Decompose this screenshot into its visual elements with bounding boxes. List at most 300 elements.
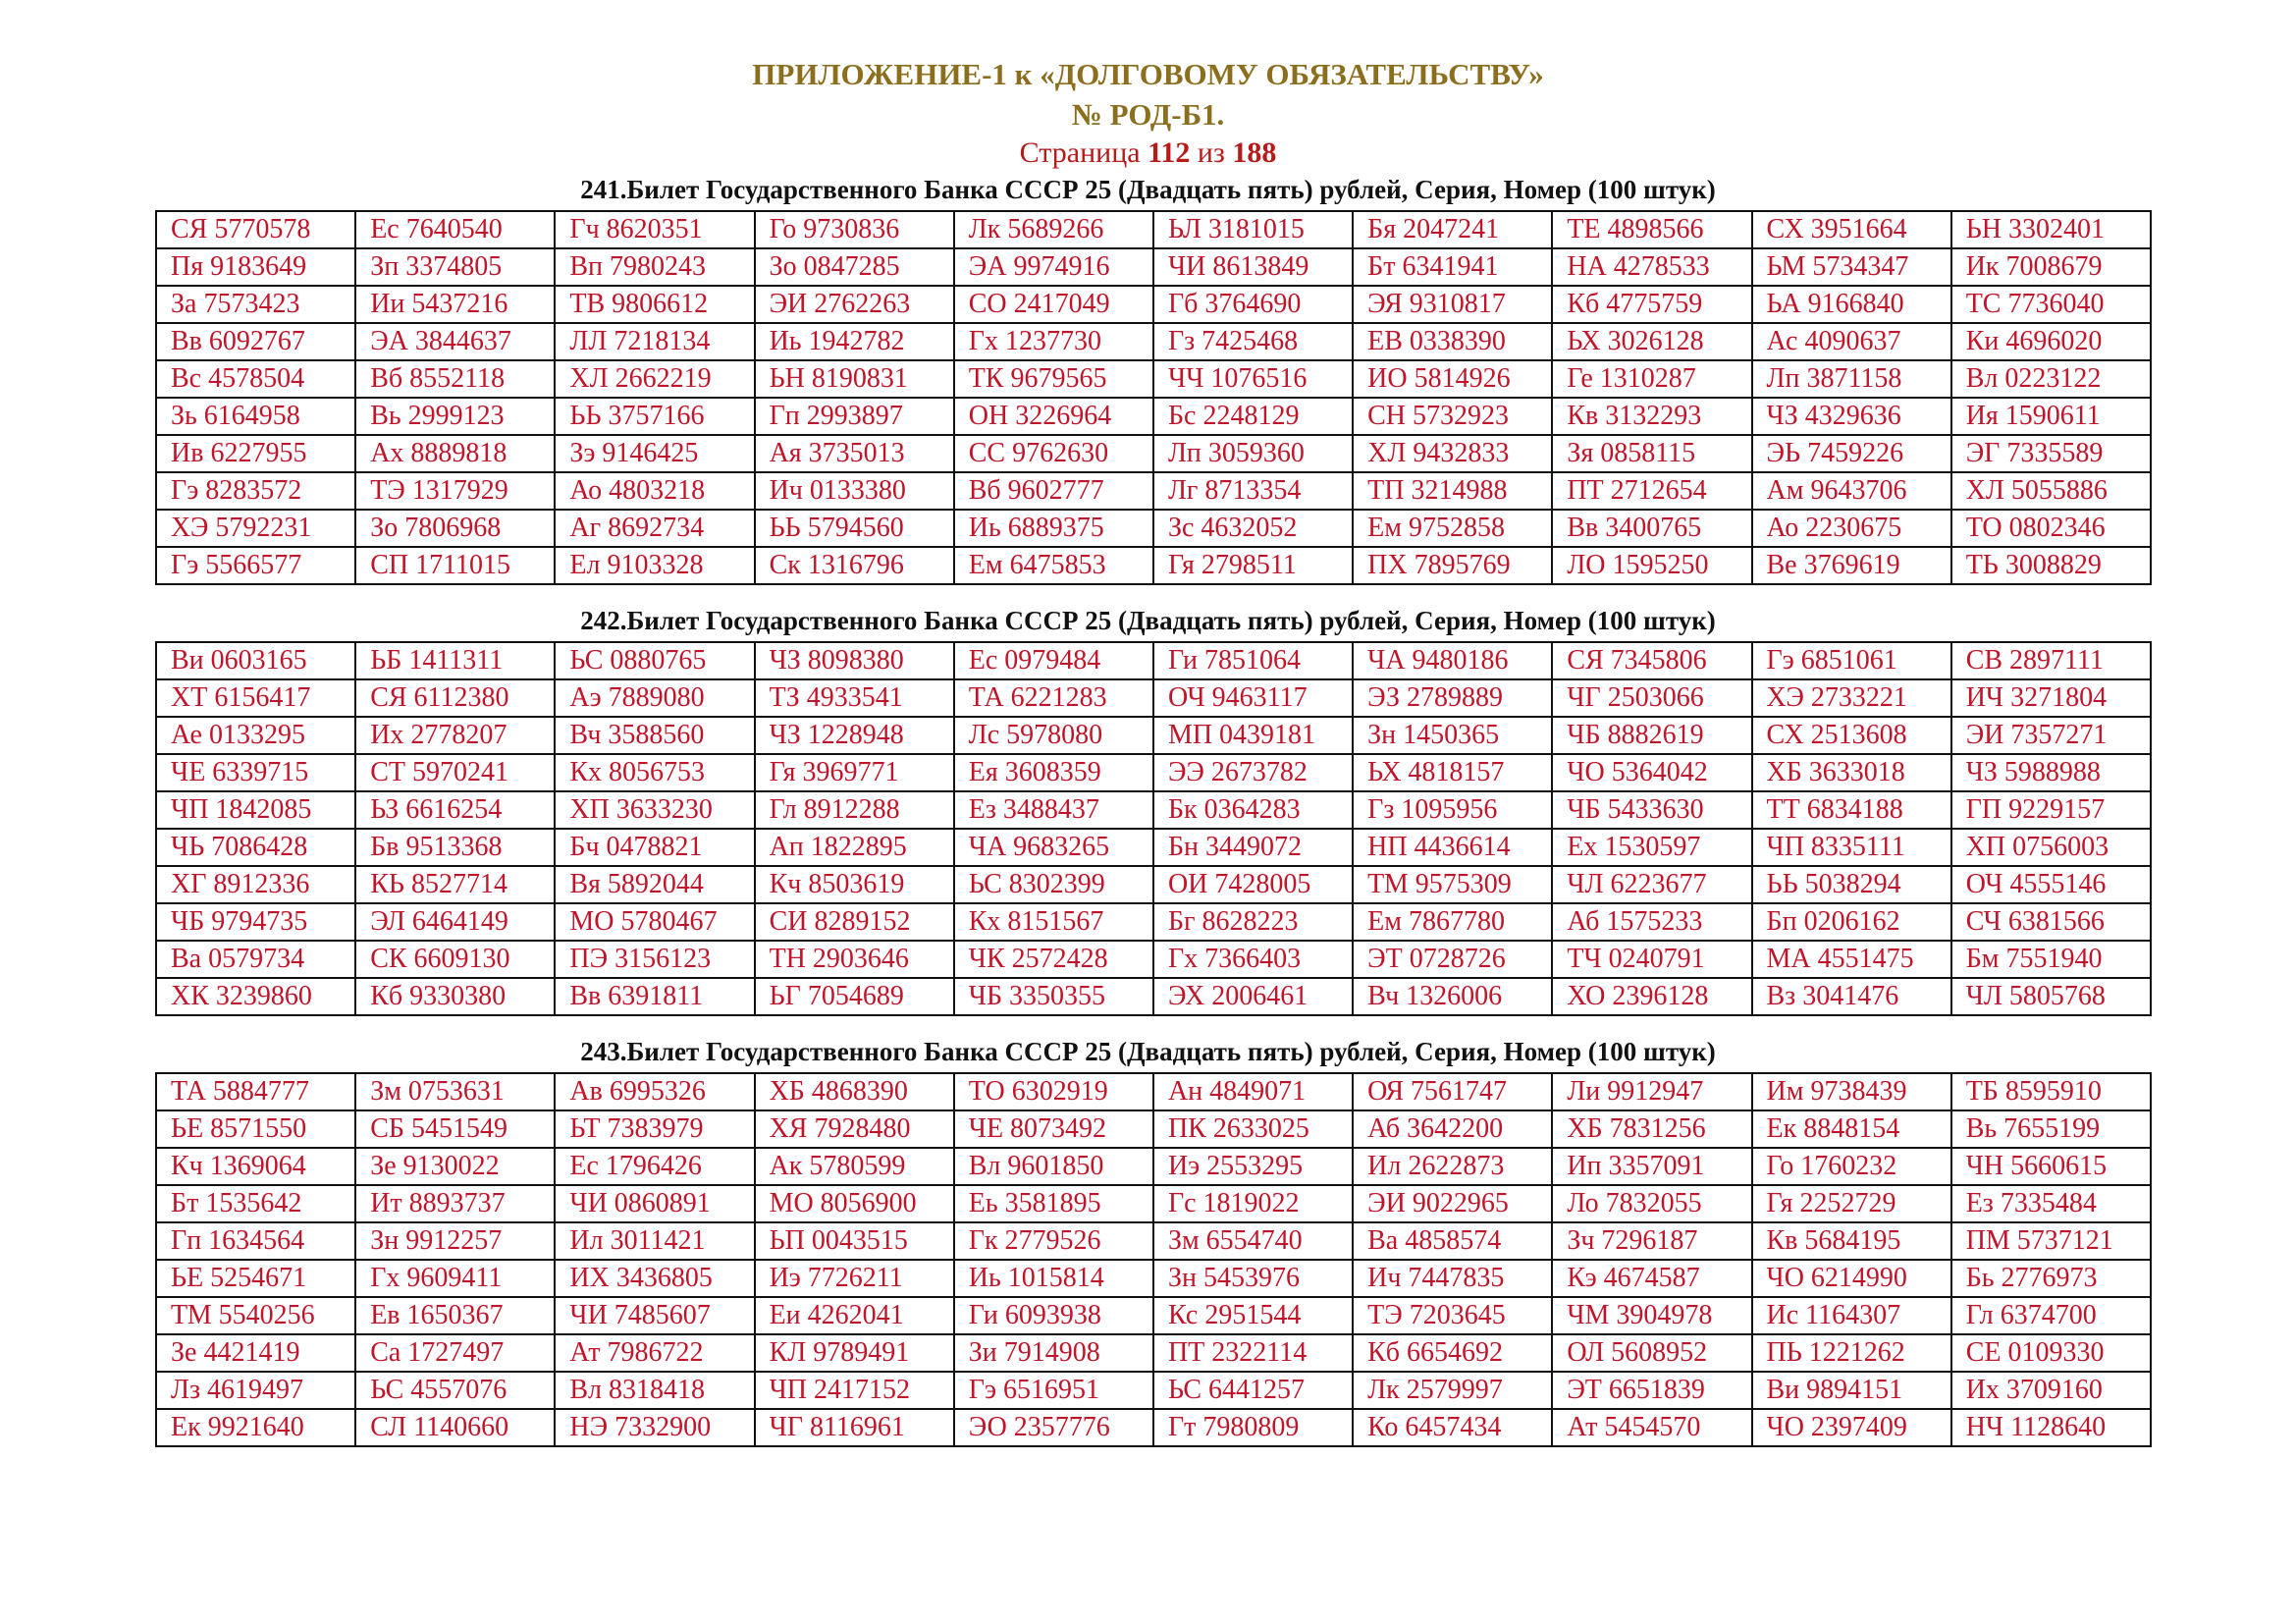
banknote-serial-cell: ЧЬ 7086428 [156, 829, 355, 866]
banknote-serial-cell: Ам 9643706 [1752, 472, 1951, 510]
banknote-serial-cell: Ис 1164307 [1752, 1297, 1951, 1334]
banknote-serial-cell: Зи 7914908 [954, 1334, 1153, 1372]
banknote-serial-cell: ТЬ 3008829 [1951, 547, 2151, 584]
banknote-serial-cell: Ав 6995326 [555, 1073, 754, 1110]
banknote-serial-cell: Ем 9752858 [1353, 510, 1552, 547]
banknote-serial-cell: ЧА 9480186 [1353, 642, 1552, 679]
banknote-serial-cell: Иь 1015814 [954, 1260, 1153, 1297]
banknote-serial-cell: ТБ 8595910 [1951, 1073, 2151, 1110]
banknote-serial-cell: ЛО 1595250 [1552, 547, 1751, 584]
banknote-serial-cell: СТ 5970241 [355, 754, 555, 791]
banknote-serial-cell: ОЯ 7561747 [1353, 1073, 1552, 1110]
section-title-241: 241.Билет Государственного Банка СССР 25 (Двадцать пять) рублей, Серия, Номер (100 штук) [580, 175, 1716, 204]
banknote-serial-cell: Зс 4632052 [1153, 510, 1353, 547]
banknote-serial-cell: Зч 7296187 [1552, 1222, 1751, 1260]
banknote-serial-cell: ЬЬ 5794560 [755, 510, 954, 547]
banknote-serial-cell: ПТ 2322114 [1153, 1334, 1353, 1372]
banknote-serial-cell: Лг 8713354 [1153, 472, 1353, 510]
banknote-serial-cell: ТС 7736040 [1951, 286, 2151, 323]
banknote-serial-cell: Ез 7335484 [1951, 1185, 2151, 1222]
banknote-serial-cell: Зэ 9146425 [555, 435, 754, 472]
banknote-serial-cell: СК 6609130 [355, 941, 555, 978]
banknote-serial-cell: Ил 2622873 [1353, 1148, 1552, 1185]
banknote-serial-cell: ЬС 0880765 [555, 642, 754, 679]
banknote-serial-cell: Гя 2252729 [1752, 1185, 1951, 1222]
banknote-serial-cell: МА 4551475 [1752, 941, 1951, 978]
table-row [156, 1260, 2151, 1297]
banknote-serial-cell: Гт 7980809 [1153, 1409, 1353, 1446]
banknote-serial-cell: ГП 9229157 [1951, 791, 2151, 829]
banknote-serial-cell: Ги 6093938 [954, 1297, 1153, 1334]
table-row [156, 791, 2151, 829]
banknote-serial-cell: ЬП 0043515 [755, 1222, 954, 1260]
banknote-serial-cell: НА 4278533 [1552, 248, 1751, 286]
banknote-serial-cell: Лз 4619497 [156, 1372, 355, 1409]
banknote-serial-cell: Аэ 7889080 [555, 679, 754, 717]
table-row [156, 510, 2151, 547]
banknote-serial-cell: ЧН 5660615 [1951, 1148, 2151, 1185]
banknote-serial-cell: Вв 3400765 [1552, 510, 1751, 547]
banknote-table-243 [155, 1072, 2152, 1447]
banknote-serial-cell: Иэ 2553295 [1153, 1148, 1353, 1185]
banknote-serial-cell: ЭИ 7357271 [1951, 717, 2151, 754]
banknote-serial-cell: Ае 0133295 [156, 717, 355, 754]
banknote-serial-cell: Бг 8628223 [1153, 903, 1353, 941]
banknote-serial-cell: Их 2778207 [355, 717, 555, 754]
banknote-serial-cell: Гл 6374700 [1951, 1297, 2151, 1334]
banknote-serial-cell: Бс 2248129 [1153, 398, 1353, 435]
banknote-serial-cell: ЭЯ 9310817 [1353, 286, 1552, 323]
banknote-serial-cell: Ез 3488437 [954, 791, 1153, 829]
banknote-serial-cell: Иь 6889375 [954, 510, 1153, 547]
banknote-serial-cell: Ап 1822895 [755, 829, 954, 866]
banknote-serial-cell: ТК 9679565 [954, 360, 1153, 398]
page-total: 188 [1232, 136, 1277, 169]
banknote-serial-cell: Вп 7980243 [555, 248, 754, 286]
banknote-serial-cell: ЧЗ 4329636 [1752, 398, 1951, 435]
banknote-serial-cell: ЬС 8302399 [954, 866, 1153, 903]
banknote-serial-cell: ЭА 3844637 [355, 323, 555, 360]
banknote-serial-cell: ЧЗ 5988988 [1951, 754, 2151, 791]
banknote-serial-cell: Вл 0223122 [1951, 360, 2151, 398]
banknote-serial-cell: Зо 7806968 [355, 510, 555, 547]
banknote-serial-cell: Ви 9894151 [1752, 1372, 1951, 1409]
banknote-serial-cell: ТА 5884777 [156, 1073, 355, 1110]
banknote-serial-cell: Ек 8848154 [1752, 1110, 1951, 1148]
banknote-serial-cell: Вв 6092767 [156, 323, 355, 360]
banknote-serial-cell: Ич 7447835 [1353, 1260, 1552, 1297]
banknote-serial-cell: Ел 9103328 [555, 547, 754, 584]
banknote-serial-cell: Вя 5892044 [555, 866, 754, 903]
table-row [156, 360, 2151, 398]
table-row [156, 435, 2151, 472]
banknote-serial-cell: Ак 5780599 [755, 1148, 954, 1185]
banknote-serial-cell: СО 2417049 [954, 286, 1153, 323]
banknote-serial-cell: ЧМ 3904978 [1552, 1297, 1751, 1334]
banknote-serial-cell: Вб 8552118 [355, 360, 555, 398]
banknote-serial-cell: ЧИ 8613849 [1153, 248, 1353, 286]
banknote-serial-cell: СИ 8289152 [755, 903, 954, 941]
banknote-serial-cell: ЭА 9974916 [954, 248, 1153, 286]
banknote-serial-cell: Вб 9602777 [954, 472, 1153, 510]
banknote-serial-cell: Бк 0364283 [1153, 791, 1353, 829]
banknote-serial-cell: Гб 3764690 [1153, 286, 1353, 323]
banknote-serial-cell: Ех 1530597 [1552, 829, 1751, 866]
banknote-serial-cell: ЧК 2572428 [954, 941, 1153, 978]
banknote-serial-cell: Зм 0753631 [355, 1073, 555, 1110]
banknote-serial-cell: Ао 2230675 [1752, 510, 1951, 547]
banknote-serial-cell: Зя 0858115 [1552, 435, 1751, 472]
banknote-serial-cell: ХЯ 7928480 [755, 1110, 954, 1148]
banknote-serial-cell: Ес 0979484 [954, 642, 1153, 679]
banknote-serial-cell: Вл 9601850 [954, 1148, 1153, 1185]
banknote-serial-cell: Ем 6475853 [954, 547, 1153, 584]
banknote-serial-cell: ТЭ 7203645 [1353, 1297, 1552, 1334]
section-title-243: 243.Билет Государственного Банка СССР 25 (Двадцать пять) рублей, Серия, Номер (100 штук) [580, 1037, 1716, 1066]
banknote-serial-cell: ЧБ 3350355 [954, 978, 1153, 1015]
banknote-serial-cell: ОН 3226964 [954, 398, 1153, 435]
banknote-serial-cell: Кэ 4674587 [1552, 1260, 1751, 1297]
banknote-serial-cell: Лк 2579997 [1353, 1372, 1552, 1409]
banknote-serial-cell: ТЧ 0240791 [1552, 941, 1751, 978]
banknote-serial-cell: Ит 8893737 [355, 1185, 555, 1222]
banknote-serial-cell: ЭГ 7335589 [1951, 435, 2151, 472]
banknote-serial-cell: Ев 1650367 [355, 1297, 555, 1334]
banknote-serial-cell: ЭТ 6651839 [1552, 1372, 1751, 1409]
banknote-serial-cell: Зо 0847285 [755, 248, 954, 286]
banknote-serial-cell: ЧИ 0860891 [555, 1185, 754, 1222]
banknote-serial-cell: ХЭ 5792231 [156, 510, 355, 547]
banknote-serial-cell: Зь 6164958 [156, 398, 355, 435]
table-row [156, 1334, 2151, 1372]
banknote-serial-cell: Бя 2047241 [1353, 211, 1552, 248]
banknote-serial-cell: ЭЭ 2673782 [1153, 754, 1353, 791]
banknote-serial-cell: ХГ 8912336 [156, 866, 355, 903]
banknote-serial-cell: СЧ 6381566 [1951, 903, 2151, 941]
page-of-label: из [1197, 136, 1225, 169]
banknote-serial-cell: Вв 6391811 [555, 978, 754, 1015]
table-row [156, 642, 2151, 679]
banknote-serial-cell: КЬ 8527714 [355, 866, 555, 903]
banknote-serial-cell: ТН 2903646 [755, 941, 954, 978]
banknote-serial-cell: ЭЗ 2789889 [1353, 679, 1552, 717]
table-row [156, 248, 2151, 286]
banknote-serial-cell: СБ 5451549 [355, 1110, 555, 1148]
banknote-serial-cell: Го 9730836 [755, 211, 954, 248]
banknote-serial-cell: Ем 7867780 [1353, 903, 1552, 941]
banknote-serial-cell: Кб 9330380 [355, 978, 555, 1015]
banknote-serial-cell: ЭТ 0728726 [1353, 941, 1552, 978]
table-row [156, 323, 2151, 360]
section-title-242: 242.Билет Государственного Банка СССР 25 (Двадцать пять) рублей, Серия, Номер (100 штук) [580, 606, 1716, 635]
banknote-serial-cell: ЧА 9683265 [954, 829, 1153, 866]
banknote-serial-cell: Кв 3132293 [1552, 398, 1751, 435]
banknote-serial-cell: ЬЕ 8571550 [156, 1110, 355, 1148]
banknote-serial-cell: МО 5780467 [555, 903, 754, 941]
banknote-serial-cell: Ао 4803218 [555, 472, 754, 510]
banknote-serial-cell: ЧГ 8116961 [755, 1409, 954, 1446]
banknote-serial-cell: ОЧ 4555146 [1951, 866, 2151, 903]
banknote-serial-cell: Ив 6227955 [156, 435, 355, 472]
banknote-serial-cell: ЬХ 3026128 [1552, 323, 1751, 360]
banknote-serial-cell: ЕВ 0338390 [1353, 323, 1552, 360]
banknote-serial-cell: Ги 7851064 [1153, 642, 1353, 679]
banknote-serial-cell: Ан 4849071 [1153, 1073, 1353, 1110]
banknote-serial-cell: ЬМ 5734347 [1752, 248, 1951, 286]
banknote-serial-cell: ЬЛ 3181015 [1153, 211, 1353, 248]
banknote-serial-cell: ЭИ 2762263 [755, 286, 954, 323]
banknote-serial-cell: Ко 6457434 [1353, 1409, 1552, 1446]
table-row [156, 1222, 2151, 1260]
banknote-serial-cell: ЬС 4557076 [355, 1372, 555, 1409]
banknote-serial-cell: Зн 1450365 [1353, 717, 1552, 754]
table-row [156, 211, 2151, 248]
banknote-serial-cell: ЧО 6214990 [1752, 1260, 1951, 1297]
banknote-serial-cell: ТЗ 4933541 [755, 679, 954, 717]
banknote-serial-cell: ХБ 7831256 [1552, 1110, 1751, 1148]
banknote-serial-cell: Ип 3357091 [1552, 1148, 1751, 1185]
banknote-serial-cell: Кх 8151567 [954, 903, 1153, 941]
banknote-serial-cell: Ли 9912947 [1552, 1073, 1751, 1110]
banknote-serial-cell: Ия 1590611 [1951, 398, 2151, 435]
banknote-serial-cell: Ск 1316796 [755, 547, 954, 584]
banknote-serial-cell: Гя 3969771 [755, 754, 954, 791]
banknote-serial-cell: ЧБ 8882619 [1552, 717, 1751, 754]
banknote-serial-cell: СХ 2513608 [1752, 717, 1951, 754]
banknote-serial-cell: ЧЛ 6223677 [1552, 866, 1751, 903]
banknote-serial-cell: СЕ 0109330 [1951, 1334, 2151, 1372]
banknote-serial-cell: ХБ 4868390 [755, 1073, 954, 1110]
banknote-serial-cell: Гя 2798511 [1153, 547, 1353, 584]
banknote-serial-cell: ТЕ 4898566 [1552, 211, 1751, 248]
banknote-serial-cell: СЛ 1140660 [355, 1409, 555, 1446]
banknote-serial-cell: ТВ 9806612 [555, 286, 754, 323]
banknote-serial-cell: ПК 2633025 [1153, 1110, 1353, 1148]
banknote-serial-cell: ЬЬ 3757166 [555, 398, 754, 435]
table-row [156, 547, 2151, 584]
appendix-title: ПРИЛОЖЕНИЕ-1 к «ДОЛГОВОМУ ОБЯЗАТЕЛЬСТВУ» [752, 57, 1544, 91]
banknote-serial-cell: ОЛ 5608952 [1552, 1334, 1751, 1372]
banknote-serial-cell: Ая 3735013 [755, 435, 954, 472]
banknote-serial-cell: Са 1727497 [355, 1334, 555, 1372]
banknote-serial-cell: ЬГ 7054689 [755, 978, 954, 1015]
banknote-serial-cell: За 7573423 [156, 286, 355, 323]
banknote-serial-cell: ЧБ 5433630 [1552, 791, 1751, 829]
banknote-serial-cell: Гэ 6516951 [954, 1372, 1153, 1409]
page-number: 112 [1148, 136, 1191, 169]
banknote-serial-cell: ЧО 5364042 [1552, 754, 1751, 791]
banknote-serial-cell: ТМ 5540256 [156, 1297, 355, 1334]
banknote-serial-cell: СН 5732923 [1353, 398, 1552, 435]
banknote-serial-cell: СЯ 6112380 [355, 679, 555, 717]
banknote-serial-cell: Ик 7008679 [1951, 248, 2151, 286]
banknote-serial-cell: ПМ 5737121 [1951, 1222, 2151, 1260]
banknote-serial-cell: ПТ 2712654 [1552, 472, 1751, 510]
banknote-serial-cell: Гп 1634564 [156, 1222, 355, 1260]
table-row [156, 1110, 2151, 1148]
banknote-serial-cell: ЬЕ 5254671 [156, 1260, 355, 1297]
banknote-serial-cell: ПЭ 3156123 [555, 941, 754, 978]
banknote-serial-cell: ЬБ 1411311 [355, 642, 555, 679]
banknote-serial-cell: ЧБ 9794735 [156, 903, 355, 941]
page-indicator [0, 136, 2296, 170]
banknote-serial-cell: Лп 3871158 [1752, 360, 1951, 398]
banknote-serial-cell: Гз 7425468 [1153, 323, 1353, 360]
banknote-serial-cell: Аг 8692734 [555, 510, 754, 547]
banknote-serial-cell: Ил 3011421 [555, 1222, 754, 1260]
banknote-serial-cell: НП 4436614 [1353, 829, 1552, 866]
banknote-serial-cell: Ах 8889818 [355, 435, 555, 472]
banknote-serial-cell: ТМ 9575309 [1353, 866, 1552, 903]
table-row [156, 978, 2151, 1015]
table-row [156, 679, 2151, 717]
banknote-serial-cell: Ло 7832055 [1552, 1185, 1751, 1222]
table-row [156, 1073, 2151, 1110]
banknote-serial-cell: ИЧ 3271804 [1951, 679, 2151, 717]
banknote-serial-cell: Гз 1095956 [1353, 791, 1552, 829]
banknote-serial-cell: Пя 9183649 [156, 248, 355, 286]
banknote-serial-cell: ХТ 6156417 [156, 679, 355, 717]
banknote-serial-cell: Бв 9513368 [355, 829, 555, 866]
page-label: Страница [1019, 136, 1141, 169]
banknote-serial-cell: СС 9762630 [954, 435, 1153, 472]
table-row [156, 941, 2151, 978]
banknote-serial-cell: Зе 9130022 [355, 1148, 555, 1185]
banknote-serial-cell: ТТ 6834188 [1752, 791, 1951, 829]
banknote-serial-cell: Гп 2993897 [755, 398, 954, 435]
banknote-serial-cell: СП 1711015 [355, 547, 555, 584]
banknote-serial-cell: Гх 7366403 [1153, 941, 1353, 978]
banknote-serial-cell: Ва 4858574 [1353, 1222, 1552, 1260]
banknote-serial-cell: СВ 2897111 [1951, 642, 2151, 679]
table-row [156, 1372, 2151, 1409]
banknote-serial-cell: ОЧ 9463117 [1153, 679, 1353, 717]
banknote-serial-cell: Ат 5454570 [1552, 1409, 1751, 1446]
banknote-serial-cell: Аб 1575233 [1552, 903, 1751, 941]
banknote-serial-cell: Ии 5437216 [355, 286, 555, 323]
table-row [156, 1185, 2151, 1222]
table-row [156, 472, 2151, 510]
banknote-serial-cell: Вь 2999123 [355, 398, 555, 435]
table-row [156, 754, 2151, 791]
banknote-serial-cell: Ви 0603165 [156, 642, 355, 679]
banknote-serial-cell: ЭИ 9022965 [1353, 1185, 1552, 1222]
banknote-serial-cell: ЧИ 7485607 [555, 1297, 754, 1334]
banknote-serial-cell: ЧП 8335111 [1752, 829, 1951, 866]
banknote-serial-cell: ХЛ 2662219 [555, 360, 754, 398]
banknote-serial-cell: Кх 8056753 [555, 754, 754, 791]
banknote-serial-cell: Зн 9912257 [355, 1222, 555, 1260]
banknote-serial-cell: ЛЛ 7218134 [555, 323, 754, 360]
banknote-serial-cell: ЧЕ 8073492 [954, 1110, 1153, 1148]
banknote-serial-cell: ЭО 2357776 [954, 1409, 1153, 1446]
banknote-serial-cell: Гх 9609411 [355, 1260, 555, 1297]
banknote-serial-cell: Еь 3581895 [954, 1185, 1153, 1222]
banknote-serial-cell: Ат 7986722 [555, 1334, 754, 1372]
banknote-serial-cell: ХК 3239860 [156, 978, 355, 1015]
banknote-serial-cell: СЯ 5770578 [156, 211, 355, 248]
banknote-serial-cell: Лс 5978080 [954, 717, 1153, 754]
banknote-serial-cell: Кв 5684195 [1752, 1222, 1951, 1260]
banknote-serial-cell: Ва 0579734 [156, 941, 355, 978]
banknote-serial-cell: ТО 0802346 [1951, 510, 2151, 547]
banknote-serial-cell: СЯ 7345806 [1552, 642, 1751, 679]
banknote-serial-cell: НЭ 7332900 [555, 1409, 754, 1446]
banknote-serial-cell: Кб 6654692 [1353, 1334, 1552, 1372]
banknote-serial-cell: ЧГ 2503066 [1552, 679, 1751, 717]
banknote-serial-cell: ЬС 6441257 [1153, 1372, 1353, 1409]
banknote-serial-cell: Лк 5689266 [954, 211, 1153, 248]
banknote-serial-cell: ПХ 7895769 [1353, 547, 1552, 584]
banknote-serial-cell: Ес 1796426 [555, 1148, 754, 1185]
banknote-serial-cell: Гх 1237730 [954, 323, 1153, 360]
banknote-serial-cell: Гэ 8283572 [156, 472, 355, 510]
banknote-serial-cell: Гч 8620351 [555, 211, 754, 248]
banknote-serial-cell: Зм 6554740 [1153, 1222, 1353, 1260]
banknote-serial-cell: КЛ 9789491 [755, 1334, 954, 1372]
banknote-serial-cell: Ея 3608359 [954, 754, 1153, 791]
banknote-serial-cell: Иь 1942782 [755, 323, 954, 360]
banknote-serial-cell: Гк 2779526 [954, 1222, 1153, 1260]
banknote-serial-cell: Им 9738439 [1752, 1073, 1951, 1110]
table-row [156, 1297, 2151, 1334]
banknote-serial-cell: Вч 3588560 [555, 717, 754, 754]
banknote-serial-cell: Кб 4775759 [1552, 286, 1751, 323]
banknote-serial-cell: Вл 8318418 [555, 1372, 754, 1409]
banknote-serial-cell: ЧП 1842085 [156, 791, 355, 829]
banknote-serial-cell: ТА 6221283 [954, 679, 1153, 717]
banknote-serial-cell: Бм 7551940 [1951, 941, 2151, 978]
banknote-serial-cell: ЬХ 4818157 [1353, 754, 1552, 791]
banknote-serial-cell: ЧЗ 1228948 [755, 717, 954, 754]
banknote-serial-cell: ОИ 7428005 [1153, 866, 1353, 903]
banknote-serial-cell: ЧЕ 6339715 [156, 754, 355, 791]
banknote-serial-cell: ХЛ 9432833 [1353, 435, 1552, 472]
banknote-serial-cell: Ге 1310287 [1552, 360, 1751, 398]
banknote-serial-cell: ЬЗ 6616254 [355, 791, 555, 829]
banknote-serial-cell: Ич 0133380 [755, 472, 954, 510]
banknote-serial-cell: Аб 3642200 [1353, 1110, 1552, 1148]
banknote-serial-cell: ЧО 2397409 [1752, 1409, 1951, 1446]
banknote-serial-cell: Ес 7640540 [355, 211, 555, 248]
banknote-serial-cell: Вь 7655199 [1951, 1110, 2151, 1148]
banknote-serial-cell: Гэ 5566577 [156, 547, 355, 584]
banknote-serial-cell: Гс 1819022 [1153, 1185, 1353, 1222]
banknote-serial-cell: МО 8056900 [755, 1185, 954, 1222]
banknote-serial-cell: ХО 2396128 [1552, 978, 1751, 1015]
banknote-serial-cell: ХП 0756003 [1951, 829, 2151, 866]
document-number: № РОД-Б1. [1071, 97, 1225, 132]
table-row [156, 903, 2151, 941]
table-row [156, 286, 2151, 323]
banknote-serial-cell: Бп 0206162 [1752, 903, 1951, 941]
banknote-serial-cell: Вч 1326006 [1353, 978, 1552, 1015]
table-row [156, 717, 2151, 754]
banknote-serial-cell: ТО 6302919 [954, 1073, 1153, 1110]
banknote-serial-cell: Ас 4090637 [1752, 323, 1951, 360]
banknote-serial-cell: ЧЧ 1076516 [1153, 360, 1353, 398]
banknote-serial-cell: ЭЛ 6464149 [355, 903, 555, 941]
banknote-serial-cell: ТЭ 1317929 [355, 472, 555, 510]
banknote-serial-cell: ЬА 9166840 [1752, 286, 1951, 323]
banknote-serial-cell: ХЭ 2733221 [1752, 679, 1951, 717]
banknote-serial-cell: Вс 4578504 [156, 360, 355, 398]
banknote-serial-cell: ПЬ 1221262 [1752, 1334, 1951, 1372]
table-row [156, 398, 2151, 435]
banknote-serial-cell: ЬН 8190831 [755, 360, 954, 398]
table-row [156, 1148, 2151, 1185]
banknote-serial-cell: Вз 3041476 [1752, 978, 1951, 1015]
